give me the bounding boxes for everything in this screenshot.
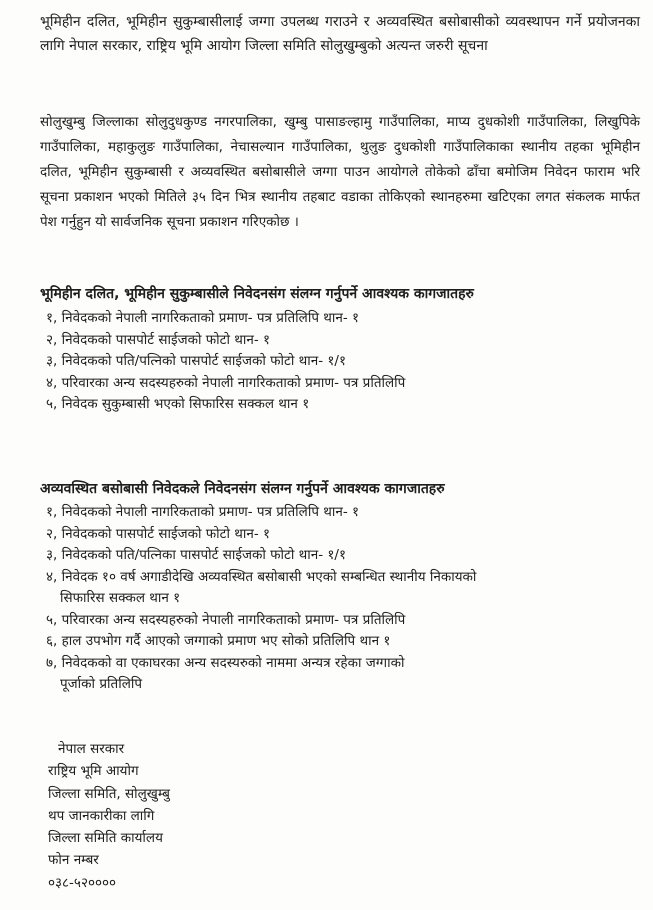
list-item: २, निवेदकको पासपोर्ट साईजको फोटो थान- १ (46, 331, 271, 348)
footer-line-phone-number: ०३८-५२०००० (48, 874, 117, 891)
list-item: ३, निवेदकको पति/पत्निको पासपोर्ट साईजको फोटो थान- १/१ (46, 353, 346, 369)
list-item-continuation: पूर्जाको प्रतिलिपि (60, 676, 143, 692)
list-item: १, निवेदकको नेपाली नागरिकताको प्रमाण- पत्र प्रतिलिपि थान- १ (46, 504, 360, 520)
footer-line-more-info: थप जानकारीका लागि (48, 807, 155, 824)
list-item: ४, निवेदक १० वर्ष अगाडीदेखि अव्यवस्थित बसोबासी भएको सम्बन्धित स्थानीय निकायको (46, 568, 477, 585)
list-item: ६, हाल उपभोग गर्दै आएको जग्गाको प्रमाण भए सोको प्रतिलिपि थान १ (46, 633, 391, 649)
footer-line-office: जिल्ला समिति कार्यालय (48, 830, 163, 847)
list-item: २, निवेदकको पासपोर्ट साईजको फोटो थान- १ (46, 525, 271, 542)
footer-line-committee: जिल्ला समिति, सोलुखुम्बु (48, 785, 170, 802)
notice-body: सोलुखुम्बु जिल्लाका सोलुदुधकुण्ड नगरपालिका, खुम्बु पासाङल्हामु गाउँपालिका, माप्य दुधकोशी गाउँपालिका, लिखुपिके गाउँपालिका, महाकुलुङ गाउँपालिका, नेचासल्यान गाउँपालिका, थुलुङ दुधकोशी गाउँपालिकाका स्थानीय तहका भूमिहीन दलित, भूमिहीन सुकुम्बासी र अव्यवस्थित बसोबासीले जग्गा पाउन आयोगले तोकेको ढाँचा बमोजिम निवेदन फाराम भरि सूचना प्रकाशन भएको मितिले ३५ दिन भित्र स्थानीय तहबाट वडाका तोकिएको स्थानहरुमा खटिएका लगत संकलक मार्फत पेश गर्नुहुन यो सार्वजनिक सूचना प्रकाशन गरिएकोछ । (40, 114, 640, 230)
list-item-continuation: सिफारिस सक्कल थान १ (60, 590, 181, 606)
footer-line-commission: राष्ट्रिय भूमि आयोग (48, 763, 139, 780)
section2-heading: अव्यवस्थित बसोबासी निवेदकले निवेदनसंग संलग्न गर्नुपर्ने आवश्यक कागजातहरु (40, 481, 445, 497)
section1-list (40, 308, 640, 416)
list-item: ४, परिवारका अन्य सदस्यहरुको नेपाली नागरिकताको प्रमाण- पत्र प्रतिलिपि (46, 374, 406, 391)
signature-block (48, 738, 348, 894)
list-item: ३, निवेदकको पति/पत्निका पासपोर्ट साईजको फोटो थान- १/१ (46, 547, 346, 563)
section1-heading: भूमिहीन दलित, भूमिहीन सुकुम्बासीले निवेदनसंग संलग्न गर्नुपर्ने आवश्यक कागजातहरु (40, 286, 474, 302)
section2-list (40, 502, 640, 696)
footer-line-phone-label: फोन नम्बर (48, 852, 99, 869)
list-item: १, निवेदकको नेपाली नागरिकताको प्रमाण- पत्र प्रतिलिपि थान- १ (46, 310, 360, 326)
notice-title: भूमिहीन दलित, भूमिहीन सुकुम्बासीलाई जग्गा उपलब्ध गराउने र अव्यवस्थित बसोबासीको व्यवस्थापन गर्ने प्रयोजनका लागि नेपाल सरकार, राष्ट्रिय भूमि आयोग जिल्ला समिति सोलुखुम्बुको अत्यन्त जरुरी सूचना (40, 14, 640, 54)
list-item: ७, निवेदकको वा एकाघरका अन्य सदस्यरुको नाममा अन्यत्र रहेका जग्गाको (46, 654, 405, 671)
list-item: ५, निवेदक सुकुम्बासी भएको सिफारिस सक्कल थान १ (46, 396, 310, 412)
list-item: ५, परिवारका अन्य सदस्यहरुको नेपाली नागरिकताको प्रमाण- पत्र प्रतिलिपि (46, 611, 406, 628)
footer-line-government: नेपाल सरकार (58, 741, 125, 757)
